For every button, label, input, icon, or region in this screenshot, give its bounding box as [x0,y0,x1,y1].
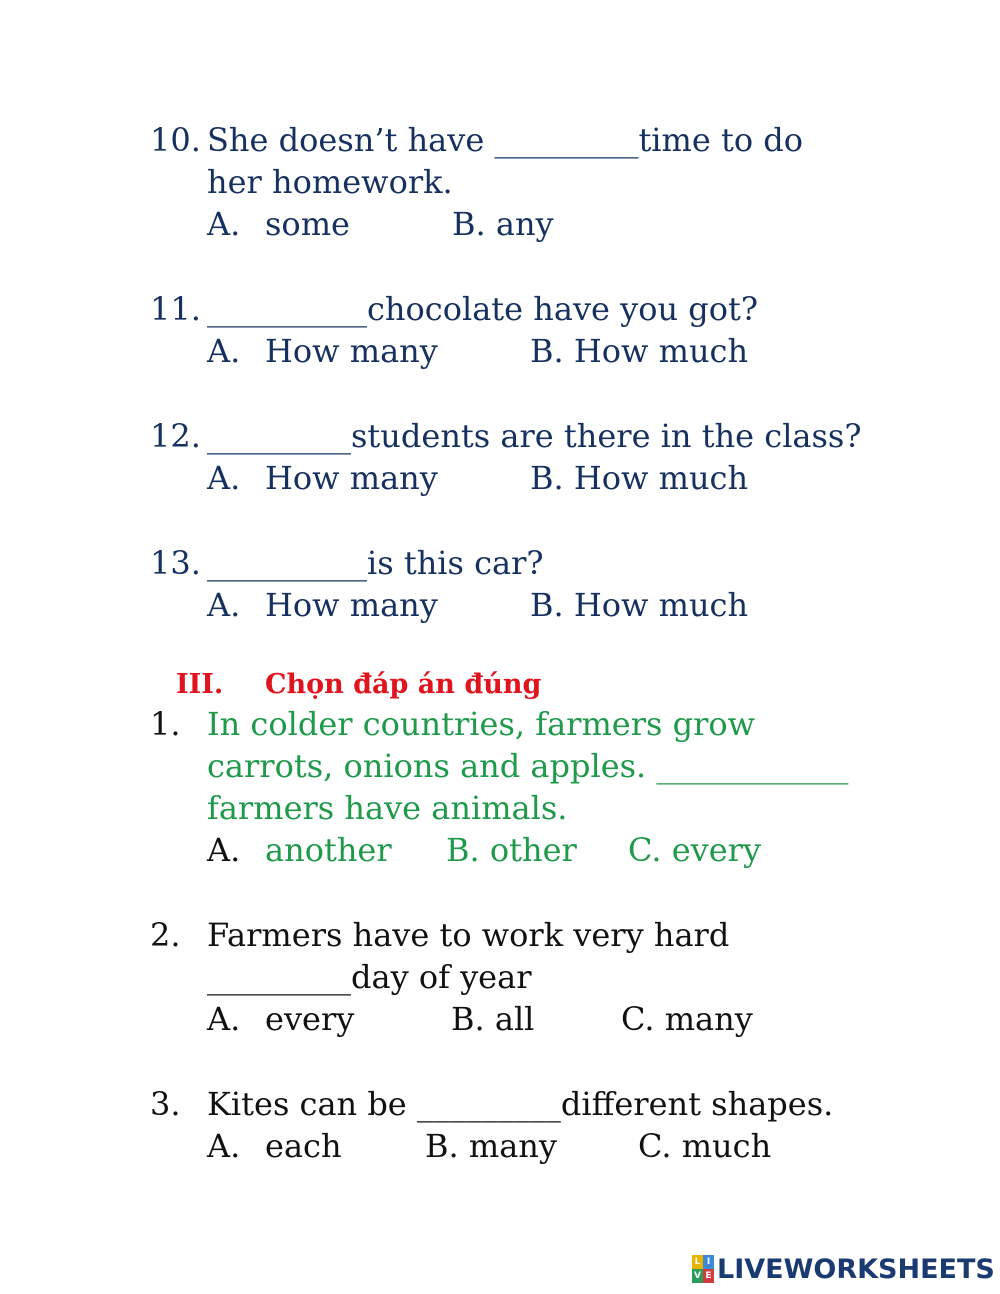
question-text-line-1: __________chocolate have you got? [207,290,759,328]
option-a-letter: A. [207,831,241,869]
question-text-line-2: _________day of year [207,958,532,996]
option-a[interactable]: How many [265,332,438,370]
logo-mark-icon: L I V E [692,1255,714,1283]
question-number: 11. [150,290,201,328]
question-number: 12. [150,417,201,455]
option-b[interactable]: B. other [446,831,577,869]
option-a[interactable]: How many [265,459,438,497]
question-text-line-1: _________students are there in the class? [207,417,862,455]
option-a[interactable]: some [265,205,350,243]
option-c[interactable]: C. much [638,1127,772,1165]
question-text-line-2: carrots, onions and apples. ____________ [207,747,849,785]
option-a-letter: A. [207,586,241,624]
section3-question-1 [0,703,1000,873]
option-b[interactable]: B. many [425,1127,557,1165]
option-a-letter: A. [207,332,241,370]
logo-text: LIVEWORKSHEETS [717,1253,995,1285]
option-a[interactable]: another [265,831,392,869]
question-10 [0,119,1000,249]
option-a-letter: A. [207,1127,241,1165]
question-text-line-1: __________is this car? [207,544,544,582]
question-text-line-1: Farmers have to work very hard [207,916,730,954]
question-11 [0,288,1000,378]
option-a-letter: A. [207,205,241,243]
option-a[interactable]: How many [265,586,438,624]
liveworksheets-logo [692,1252,995,1286]
section-heading [0,664,1000,704]
option-a[interactable]: each [265,1127,342,1165]
question-text-line-2: her homework. [207,163,453,201]
section-roman-numeral: III. [176,669,224,700]
section-title: Chọn đáp án đúng [265,669,542,700]
question-text-line-1: She doesn’t have _________time to do [207,121,804,159]
option-b[interactable]: B. any [452,205,554,243]
section3-question-3 [0,1083,1000,1173]
section3-question-2 [0,914,1000,1044]
question-number: 2. [150,916,181,954]
question-number: 13. [150,544,201,582]
option-b[interactable]: B. How much [530,332,749,370]
question-12 [0,415,1000,505]
option-a-letter: A. [207,1000,241,1038]
option-c[interactable]: C. many [621,1000,753,1038]
question-number: 1. [150,705,181,743]
option-b[interactable]: B. How much [530,586,749,624]
question-number: 3. [150,1085,181,1123]
question-text-line-3: farmers have animals. [207,789,568,827]
question-number: 10. [150,121,201,159]
question-text-line-1: Kites can be _________different shapes. [207,1085,834,1123]
question-text-line-1: In colder countries, farmers grow [207,705,756,743]
option-c[interactable]: C. every [628,831,762,869]
option-a[interactable]: every [265,1000,355,1038]
option-b[interactable]: B. all [451,1000,535,1038]
option-a-letter: A. [207,459,241,497]
option-b[interactable]: B. How much [530,459,749,497]
question-13 [0,542,1000,632]
